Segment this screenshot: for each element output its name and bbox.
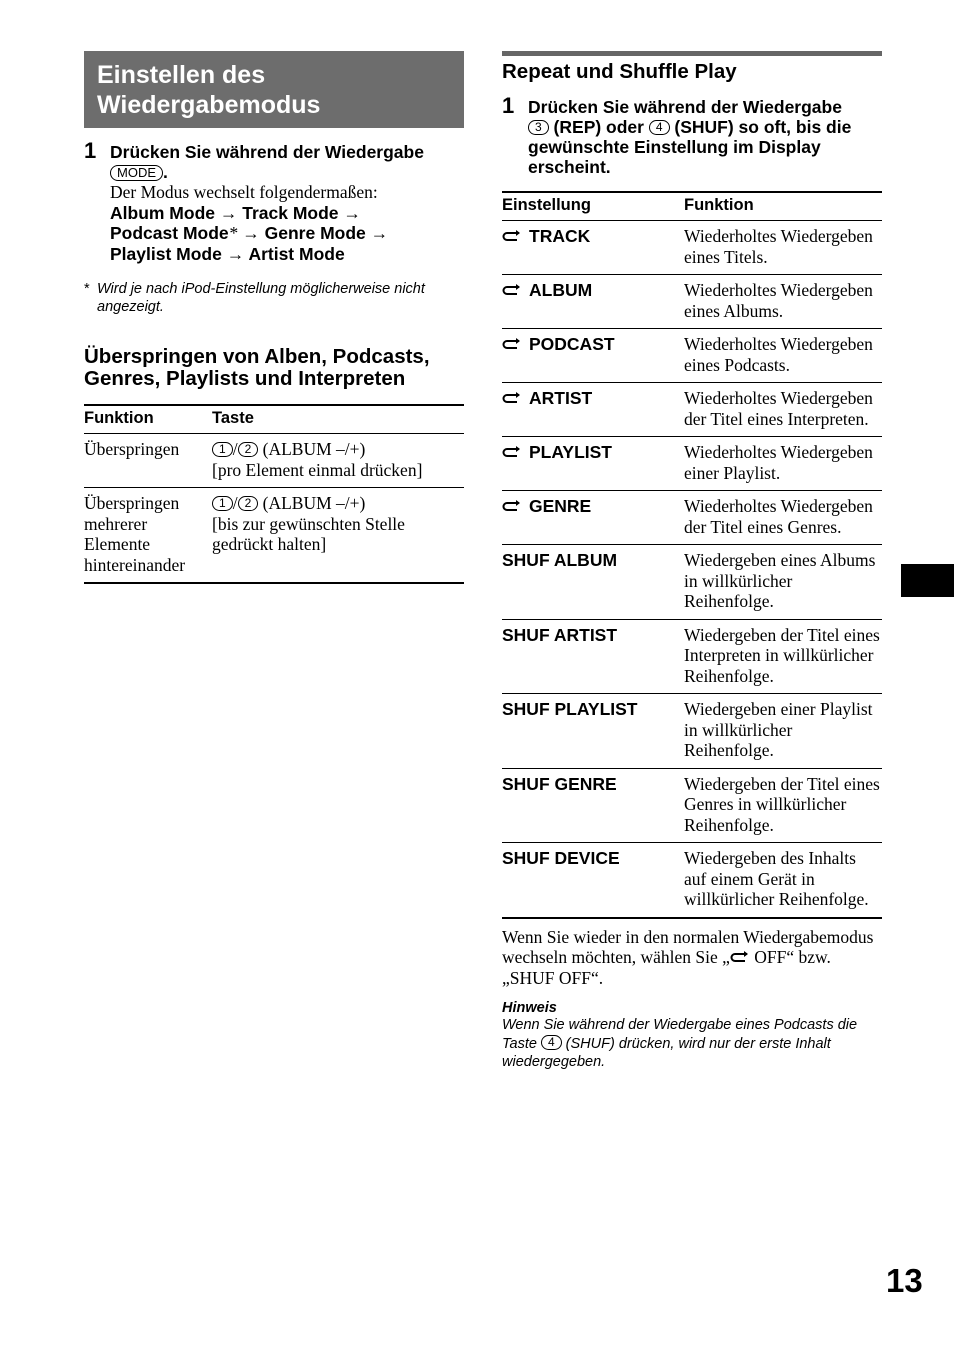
top-rule (502, 51, 882, 56)
note-text-part1: Wenn Sie während der Wiedergabe eines Podcasts die Taste (502, 1017, 858, 1052)
mode-item: Genre Mode (264, 223, 366, 243)
mode-step (84, 138, 464, 264)
cell-taste (212, 488, 464, 584)
return-text (502, 927, 882, 989)
repeat-icon (502, 392, 522, 406)
arrow-icon: → (226, 243, 245, 264)
setting-label: TRACK (529, 226, 591, 246)
button-4-icon: 4 (541, 1035, 562, 1050)
cell-einstellung (502, 619, 684, 694)
setting-label: PLAYLIST (529, 442, 612, 462)
mode-button-icon: MODE (110, 165, 163, 181)
cell-funktion: Wiedergeben eines Albums in willkürlicher Reihenfolge. (684, 545, 882, 620)
cell-einstellung (502, 545, 684, 620)
mode-item: Playlist Mode (110, 243, 222, 264)
arrow-icon: → (343, 202, 361, 223)
arrow-icon: → (242, 223, 260, 243)
button-1-icon: 1 (212, 442, 233, 457)
mode-sequence (110, 203, 464, 265)
step-period: . (163, 162, 168, 182)
table-row (502, 694, 882, 769)
cell-einstellung (502, 383, 684, 437)
cell-einstellung (502, 768, 684, 843)
cell-einstellung (502, 437, 684, 491)
table-row (502, 768, 882, 843)
cell-funktion: Wiederholtes Wiedergeben der Titel eines Interpreten. (684, 383, 882, 437)
cell-funktion: Wiederholtes Wiedergeben der Titel eines Genres. (684, 491, 882, 545)
setting-label: PODCAST (529, 334, 615, 354)
taste-detail: [bis zur gewünschten Stelle gedrückt halten] (212, 513, 405, 554)
note-heading: Hinweis (502, 1000, 557, 1016)
table-row (502, 491, 882, 545)
mode-item: Artist Mode (248, 243, 345, 264)
step-number: 1 (84, 138, 97, 163)
cell-funktion: Wiederholtes Wiedergeben eines Albums. (684, 275, 882, 329)
table-row (84, 488, 464, 584)
setting-label: GENRE (529, 496, 592, 516)
slash: / (232, 439, 238, 459)
setting-label: ARTIST (529, 388, 593, 408)
cell-einstellung (502, 275, 684, 329)
arrow-icon: → (370, 223, 389, 243)
table-row (502, 437, 882, 491)
table-row (502, 843, 882, 918)
cell-funktion: Wiedergeben der Titel eines Interpreten in willkürlicher Reihenfolge. (684, 619, 882, 694)
col-header-einstellung: Einstellung (502, 192, 684, 221)
cell-funktion: Wiederholtes Wiedergeben eines Titels. (684, 221, 882, 275)
table-row (84, 434, 464, 488)
button-2-icon: 2 (238, 442, 259, 457)
section-title-box (84, 51, 464, 128)
table-row (502, 221, 882, 275)
cell-funktion: Wiedergeben der Titel eines Genres in willkürlicher Reihenfolge. (684, 768, 882, 843)
step-description: Der Modus wechselt folgendermaßen: (110, 182, 378, 202)
mode-item: Track Mode (242, 202, 339, 223)
step-text-rep: (REP) oder (548, 117, 649, 137)
album-label: (ALBUM –/+) (258, 439, 366, 459)
repeat-icon (502, 338, 522, 352)
right-column (502, 51, 882, 1072)
footnote-star: * (84, 281, 90, 297)
mode-item: Album Mode (110, 202, 215, 223)
skip-table (84, 404, 464, 584)
step-number: 1 (502, 93, 515, 118)
cell-einstellung (502, 491, 684, 545)
table-body (502, 221, 882, 918)
setting-label: SHUF ARTIST (502, 624, 618, 645)
repeat-heading: Repeat und Shuffle Play (502, 60, 737, 83)
repeat-step (502, 93, 882, 177)
section-tab-marker (901, 564, 954, 597)
cell-einstellung (502, 843, 684, 918)
album-label: (ALBUM –/+) (258, 493, 366, 513)
table-row (502, 383, 882, 437)
cell-funktion: Wiedergeben des Inhalts auf einem Gerät in willkürlicher Reihenfolge. (684, 843, 882, 918)
left-column (84, 51, 464, 584)
table-row (502, 545, 882, 620)
cell-taste (212, 434, 464, 488)
repeat-icon (502, 284, 522, 298)
cell-einstellung (502, 329, 684, 383)
table-row (502, 275, 882, 329)
footnote-marker: * (228, 223, 238, 243)
footnote (84, 280, 464, 316)
repeat-icon (502, 446, 522, 460)
return-text-part2: OFF“ bzw. „SHUF OFF“. (502, 947, 831, 988)
page-number: 13 (886, 1262, 923, 1299)
taste-detail: [pro Element einmal drücken] (212, 459, 423, 480)
repeat-shuffle-table (502, 191, 882, 919)
note-body (502, 1016, 882, 1072)
arrow-icon: → (219, 202, 238, 223)
footnote-text: Wird je nach iPod-Einstellung möglicherweise nicht angezeigt. (97, 281, 425, 315)
setting-label: SHUF GENRE (502, 773, 617, 794)
slash: / (232, 493, 238, 513)
setting-label: SHUF ALBUM (502, 550, 618, 570)
button-2-icon: 2 (238, 496, 259, 511)
table-row (502, 329, 882, 383)
table-row (502, 619, 882, 694)
repeat-icon (502, 500, 522, 514)
cell-funktion: Wiederholtes Wiedergeben eines Podcasts. (684, 329, 882, 383)
setting-label: SHUF DEVICE (502, 848, 620, 868)
skip-heading: Überspringen von Alben, Podcasts, Genres, Playlists und Interpreten (84, 345, 430, 390)
note-text-part2: (SHUF) drücken, wird nur der erste Inhalt wiedergegeben. (502, 1035, 831, 1070)
button-1-icon: 1 (212, 496, 233, 511)
step-instruction-text: Drücken Sie während der Wiedergabe (110, 142, 424, 162)
cell-funktion: Wiedergeben einer Playlist in willkürlicher Reihenfolge. (684, 694, 882, 769)
section-title-line-1: Einstellen des (97, 61, 266, 89)
col-header-funktion: Funktion (684, 192, 882, 221)
col-header-funktion: Funktion (84, 405, 212, 434)
return-text-part1: Wenn Sie wieder in den normalen Wiedergabemodus wechseln möchten, wählen Sie „ (502, 926, 874, 967)
col-header-taste: Taste (212, 405, 464, 434)
step-text-part1: Drücken Sie während der Wiedergabe (528, 97, 842, 117)
repeat-icon (730, 951, 750, 965)
cell-funktion: Wiederholtes Wiedergeben einer Playlist. (684, 437, 882, 491)
section-title-line-2: Wiedergabemodus (97, 91, 321, 119)
setting-label: SHUF PLAYLIST (502, 699, 638, 719)
button-3-icon: 3 (528, 120, 549, 135)
repeat-icon (502, 230, 522, 244)
step-instruction (528, 97, 882, 177)
step-text-shuf: (SHUF) so oft, bis die gewünschte Einstellung im Display erscheint. (528, 117, 852, 177)
step-instruction (110, 142, 464, 182)
cell-funktion: Überspringen (84, 434, 212, 488)
cell-funktion: Überspringen mehrerer Elemente hintereinander (84, 488, 212, 584)
setting-label: ALBUM (529, 280, 593, 300)
cell-einstellung (502, 694, 684, 769)
cell-einstellung (502, 221, 684, 275)
mode-item: Podcast Mode (110, 223, 229, 243)
button-4-icon: 4 (649, 120, 670, 135)
